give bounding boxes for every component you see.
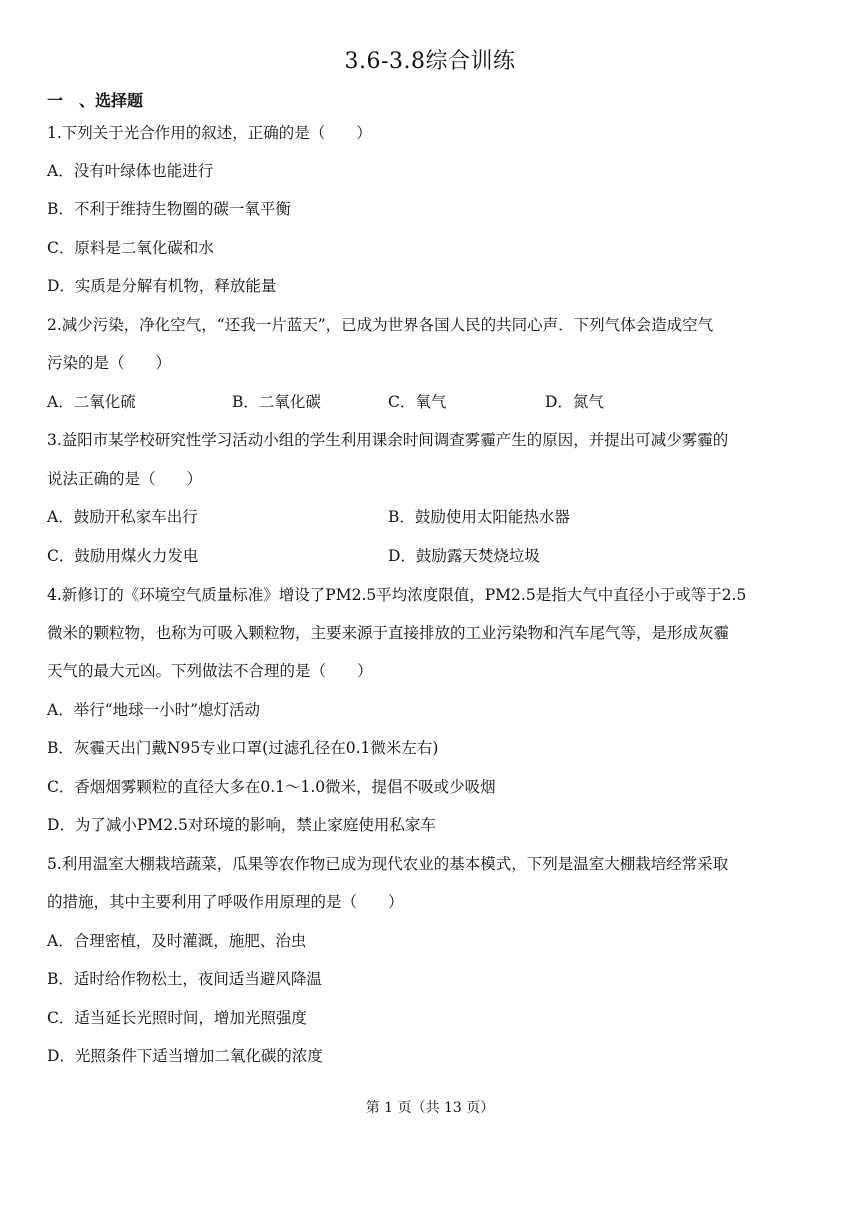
question-3-option-d: D．鼓励露天焚烧垃圾 [388, 547, 540, 565]
question-3-stem-line-2: 说法正确的是（ ） [47, 470, 203, 488]
question-3-option-c: C．鼓励用煤火力发电 [47, 547, 199, 565]
question-3-option-b: B．鼓励使用太阳能热水器 [388, 508, 570, 526]
question-5-option-c: C．适当延长光照时间，增加光照强度 [47, 1009, 307, 1027]
question-5-stem-line-2: 的措施，其中主要利用了呼吸作用原理的是（ ） [47, 893, 404, 911]
question-3-option-a: A．鼓励开私家车出行 [47, 508, 198, 526]
question-5-option-a: A．合理密植，及时灌溉，施肥、治虫 [47, 932, 307, 950]
question-1-option-a: A．没有叶绿体也能进行 [47, 162, 214, 180]
question-4-option-c: C．香烟烟雾颗粒的直径大多在0.1～1.0微米，提倡不吸或少吸烟 [47, 778, 496, 796]
question-5-option-d: D．光照条件下适当增加二氧化碳的浓度 [47, 1047, 323, 1065]
question-4-stem-line-3: 天气的最大元凶。下列做法不合理的是（ ） [47, 662, 373, 680]
question-4-stem-line-2: 微米的颗粒物，也称为可吸入颗粒物，主要来源于直接排放的工业污染物和汽车尾气等，是形成灰霾 [47, 624, 730, 642]
question-2-option-c: C．氧气 [388, 393, 447, 411]
question-5-stem-line-1: 5.利用温室大棚栽培蔬菜，瓜果等农作物已成为现代农业的基本模式，下列是温室大棚栽培经常采取 [47, 855, 729, 873]
question-4-option-b: B．灰霾天出门戴N95专业口罩(过滤孔径在0.1微米左右) [47, 739, 439, 757]
question-1-option-b: B．不利于维持生物圈的碳一氧平衡 [47, 200, 291, 218]
question-2-stem-line-1: 2.减少污染，净化空气，“还我一片蓝天”，已成为世界各国人民的共同心声．下列气体会造成空气 [47, 316, 714, 334]
page-footer: 第 1 页（共 13 页） [365, 1100, 495, 1116]
question-5-option-b: B．适时给作物松土，夜间适当避风降温 [47, 970, 322, 988]
question-2-option-b: B．二氧化碳 [232, 393, 321, 411]
question-3-stem-line-1: 3.益阳市某学校研究性学习活动小组的学生利用课余时间调查雾霾产生的原因，并提出可减少雾霾的 [47, 431, 729, 449]
question-4-option-d: D．为了减小PM2.5对环境的影响，禁止家庭使用私家车 [47, 816, 436, 834]
question-2-stem-line-2: 污染的是（ ） [47, 354, 172, 372]
section-heading: 一 、选择题 [47, 91, 144, 110]
question-1-option-c: C．原料是二氧化碳和水 [47, 239, 214, 257]
question-1-option-d: D．实质是分解有机物，释放能量 [47, 277, 277, 295]
question-1-stem: 1.下列关于光合作用的叙述，正确的是（ ） [47, 124, 372, 142]
question-2-option-a: A．二氧化硫 [47, 393, 136, 411]
question-4-option-a: A．举行“地球一小时”熄灯活动 [47, 701, 261, 719]
question-2-option-d: D．氮气 [545, 393, 604, 411]
page-title: 3.6-3.8综合训练 [344, 49, 516, 74]
question-4-stem-line-1: 4.新修订的《环境空气质量标准》增设了PM2.5平均浓度限值，PM2.5是指大气中直径小于或等于2.5 [47, 586, 747, 604]
